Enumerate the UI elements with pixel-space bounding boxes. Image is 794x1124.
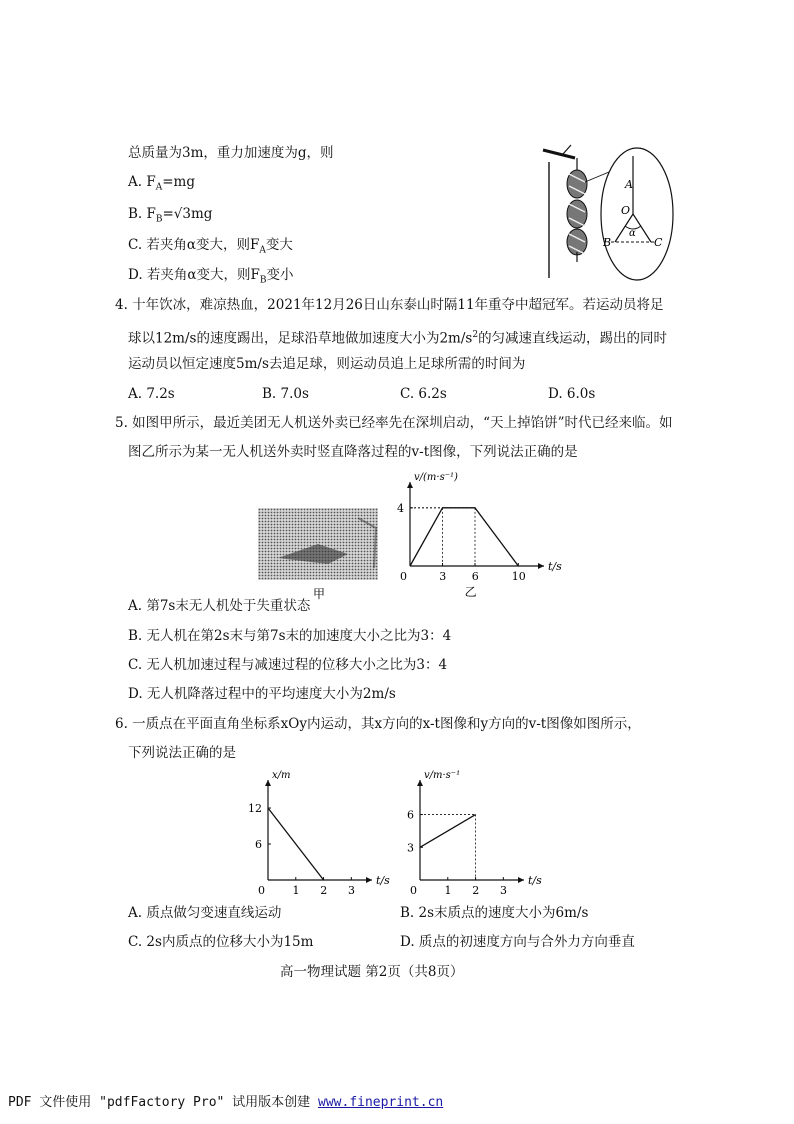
ceiling-hook [563, 145, 571, 154]
q6-line2: 下列说法正确的是 [128, 745, 236, 761]
x-tick-label: 1 [444, 884, 452, 897]
q4-option-d: D. 6.0s [548, 386, 596, 402]
x-tick-label: 0 [258, 884, 265, 897]
x-tick-label: 3 [439, 570, 447, 583]
q5-option-a: A. 第7s末无人机处于失重状态 [128, 598, 311, 614]
q4-line2: 球以12m/s的速度踢出，足球沿草地做加速度大小为$2m/s^2$的匀减速直线运动，踢出的同时 [128, 330, 668, 347]
x-axis-arrow [518, 877, 524, 883]
x-axis-label: t/s [548, 560, 562, 573]
q6-option-c: C. 2s内质点的位移大小为15m [128, 934, 314, 950]
x-tick-label: 6 [471, 570, 479, 583]
label-alpha: α [629, 228, 636, 239]
q3-option-a: A. $F_A=mg$ [128, 174, 195, 193]
x-tick-label: 3 [348, 884, 356, 897]
figure-label-jia: 甲 [313, 587, 326, 601]
x-tick-label: 3 [500, 884, 508, 897]
label-o: O [621, 204, 631, 217]
label-c: C [654, 236, 663, 249]
y-tick-label: 12 [248, 802, 262, 815]
q3-option-d: D. 若夹角α变大，则$F_B$变小 [128, 267, 294, 286]
q3-option-c: C. 若夹角α变大，则$F_A$变大 [128, 237, 293, 256]
series-line [420, 815, 476, 848]
x-axis-arrow [366, 877, 372, 883]
x-tick-label: 2 [320, 884, 328, 897]
q6-vt-chart [392, 770, 552, 900]
series-line [410, 508, 518, 566]
q6-option-d: D. 质点的初速度方向与合外力方向垂直 [400, 934, 635, 950]
zoom-circle [601, 148, 673, 280]
q4-line1: 4. 十年饮冰，难凉热血，2021年12月26日山东泰山时隔11年重夺中超冠军。若运动员将足 [115, 297, 664, 313]
series-line [268, 808, 324, 880]
x-tick-label: 1 [292, 884, 300, 897]
q5-option-d: D. 无人机降落过程中的平均速度大小为2m/s [128, 686, 396, 702]
q6-line1: 6. 一质点在平面直角坐标系xOy内运动，其x方向的x-t图像和y方向的v-t图像如图所示， [115, 716, 641, 732]
y-axis-arrow [265, 780, 271, 786]
label-b: B [603, 236, 612, 249]
q5-photo-figure [258, 508, 380, 602]
x-tick-label: 2 [472, 884, 480, 897]
y-tick-label: 3 [407, 841, 414, 855]
x-axis-label: t/s [528, 874, 542, 887]
page-footer: 高一物理试题 第2页（共8页） [280, 964, 464, 980]
ceiling-bar [543, 150, 575, 158]
q6-option-a: A. 质点做匀变速直线运动 [128, 905, 282, 921]
y-axis-arrow [407, 482, 413, 488]
q3-option-b: B. $F_B=√3mg$ [128, 206, 213, 225]
q4-line3: 运动员以恒定速度5m/s去追足球，则运动员追上足球所需的时间为 [128, 356, 526, 372]
x-tick-label: 10 [511, 570, 526, 583]
x-tick-label: 0 [400, 570, 407, 583]
q4-option-c: C. 6.2s [400, 386, 447, 402]
q5-line2: 图乙所示为某一无人机送外卖时竖直降落过程的v-t图像，下列说法正确的是 [128, 444, 578, 460]
q4-option-a: A. 7.2s [128, 386, 175, 402]
q3-figure [535, 142, 675, 282]
q4-option-b: B. 7.0s [262, 386, 309, 402]
fineprint-link[interactable]: www.fineprint.cn [318, 1095, 444, 1110]
x-tick-label: 0 [410, 884, 417, 897]
y-axis-label: x/m [272, 770, 291, 781]
y-axis-arrow [417, 780, 423, 786]
y-axis-label: v/m·s⁻¹ [424, 770, 461, 781]
q3-stem: 总质量为3m，重力加速度为g，则 [128, 145, 334, 161]
chain-bundle [567, 170, 587, 255]
x-axis-label: t/s [376, 874, 390, 887]
y-tick-label: 4 [397, 501, 404, 515]
q6-option-b: B. 2s末质点的速度大小为6m/s [400, 905, 589, 921]
pdf-watermark: PDF 文件使用 "pdfFactory Pro" 试用版本创建 www.fineprint.cn [8, 1095, 444, 1110]
y-tick-label: 6 [255, 838, 262, 851]
q5-option-b: B. 无人机在第2s末与第7s末的加速度大小之比为3：4 [128, 628, 452, 644]
y-axis-label: v/(m·s⁻¹) [414, 472, 458, 483]
q6-xt-chart [238, 770, 398, 900]
q5-vt-chart [374, 472, 562, 602]
y-tick-label: 6 [407, 808, 414, 822]
label-a: A [625, 178, 633, 191]
x-axis-arrow [538, 563, 544, 569]
q5-line1: 5. 如图甲所示，最近美团无人机送外卖已经率先在深圳启动，“天上掉馅饼”时代已经来临。如 [115, 415, 673, 431]
q5-option-c: C. 无人机加速过程与减速过程的位移大小之比为3：4 [128, 657, 448, 673]
chart-caption: 乙 [464, 585, 477, 599]
